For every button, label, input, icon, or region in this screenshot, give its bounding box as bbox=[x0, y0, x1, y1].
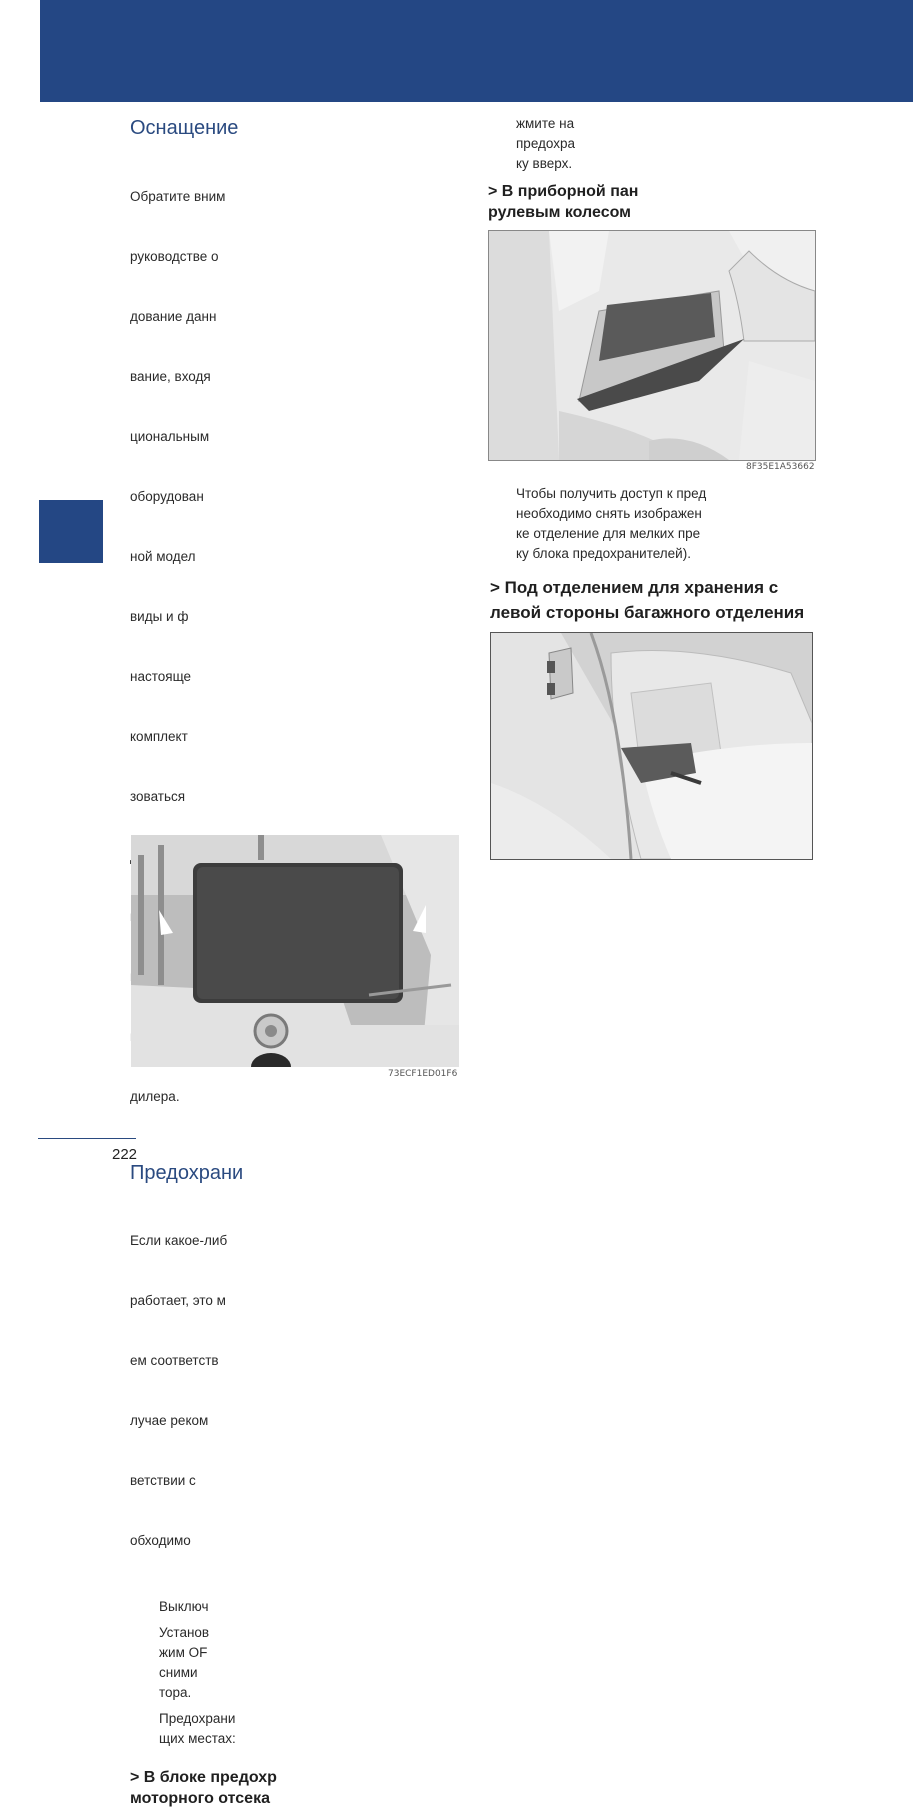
step-1 bbox=[130, 1597, 450, 1617]
dashboard-image-code: 8F35E1A53662 bbox=[746, 462, 815, 472]
fuses-heading: Предохрани bbox=[130, 1162, 244, 1184]
text-line: лучае реком bbox=[130, 1413, 209, 1428]
text-line: левой стороны багажного отделения bbox=[490, 603, 805, 622]
text-line: > В блоке предохр bbox=[130, 1769, 277, 1786]
text-line: предохра bbox=[516, 136, 576, 151]
dashboard-fuse-heading bbox=[488, 181, 638, 223]
text-line: необходимо снять изображен bbox=[516, 506, 702, 521]
text-line: вание, входя bbox=[130, 369, 211, 384]
text-line: дование данн bbox=[130, 309, 217, 324]
text-line: сними bbox=[159, 1665, 198, 1680]
text-line: ке отделение для мелких пре bbox=[516, 526, 701, 541]
text-line: жмите на bbox=[516, 116, 575, 131]
text-line: виды и ф bbox=[130, 609, 189, 624]
engine-fuse-heading bbox=[130, 1767, 450, 1809]
text-line: циональным bbox=[130, 429, 210, 444]
section-tab bbox=[39, 500, 103, 563]
engine-image-code: 73ECF1ED01F6 bbox=[388, 1069, 458, 1079]
text-line: рулевым колесом bbox=[488, 204, 631, 221]
text-line: руководстве о bbox=[130, 249, 219, 264]
text-line: ной модел bbox=[130, 549, 196, 564]
dashboard-fuse-image bbox=[488, 230, 816, 461]
text-line: оборудован bbox=[130, 489, 204, 504]
text-line: комплект bbox=[130, 729, 188, 744]
equipment-heading: Оснащение bbox=[130, 117, 239, 139]
text-line: настояще bbox=[130, 669, 192, 684]
text-line: тора. bbox=[159, 1685, 192, 1700]
text-line: Чтобы получить доступ к пред bbox=[516, 486, 707, 501]
header-band bbox=[40, 0, 913, 102]
right-top-text bbox=[516, 114, 846, 174]
text-line: ем соответств bbox=[130, 1353, 219, 1368]
text-line: Выключ bbox=[159, 1599, 209, 1614]
text-line: дилера. bbox=[130, 1089, 180, 1104]
fuses-paragraph bbox=[130, 1191, 450, 1591]
text-line: ветствии с bbox=[130, 1473, 196, 1488]
text-line: обходимо bbox=[130, 1533, 191, 1548]
text-line: ку блока предохранителей). bbox=[516, 546, 691, 561]
dashboard-access-text bbox=[516, 484, 846, 564]
step-3 bbox=[130, 1709, 450, 1749]
text-line: работает, это м bbox=[130, 1293, 226, 1308]
trunk-fuse-image bbox=[490, 632, 813, 860]
text-line: зоваться bbox=[130, 789, 186, 804]
page-number: 222 bbox=[112, 1146, 138, 1163]
text-line: моторного отсека bbox=[130, 1790, 270, 1807]
text-line: щих местах: bbox=[159, 1731, 236, 1746]
text-line: Если какое-либ bbox=[130, 1233, 228, 1248]
text-line: Обратите вним bbox=[130, 189, 226, 204]
trunk-fuse-heading bbox=[490, 575, 804, 625]
text-line: Предохрани bbox=[159, 1711, 236, 1726]
text-line: жим OF bbox=[159, 1645, 208, 1660]
footer-rule bbox=[38, 1138, 136, 1139]
text-line: ку вверх. bbox=[516, 156, 573, 171]
text-line: > В приборной пан bbox=[488, 183, 639, 200]
text-line: > Под отделением для хранения с bbox=[490, 578, 779, 597]
step-2 bbox=[130, 1623, 450, 1703]
text-line: Установ bbox=[159, 1625, 210, 1640]
engine-fuse-box-image bbox=[131, 835, 459, 1067]
